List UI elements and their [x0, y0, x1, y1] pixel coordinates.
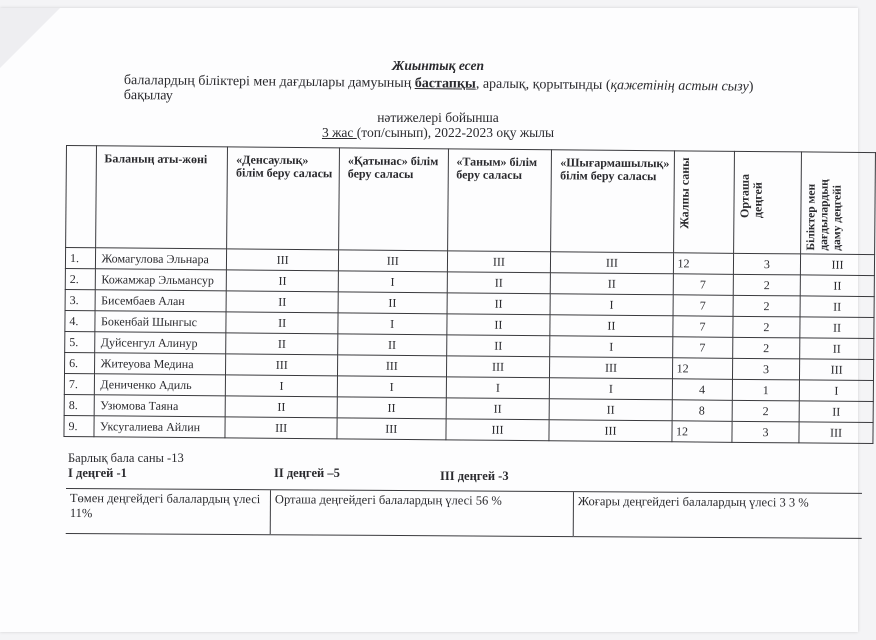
cell-creativity: III	[551, 252, 673, 274]
results-line: нәтижелері бойынша	[377, 110, 499, 125]
level-1-count: I деңгей -1	[68, 466, 127, 480]
cell-creativity: I	[550, 294, 672, 316]
cell-health: II	[226, 291, 338, 313]
cell-name: Дениченко Адиль	[94, 374, 226, 396]
col-header-cognition: «Таным» білім беру саласы	[447, 149, 552, 252]
cell-level: III	[801, 254, 875, 276]
cell-average: 3	[732, 358, 800, 380]
cell-average: 3	[732, 421, 800, 443]
cell-communication: II	[338, 292, 447, 314]
cell-name: Уксугалиева Айлин	[94, 416, 226, 438]
cell-num: 7.	[64, 373, 94, 394]
cell-cognition: II	[446, 314, 550, 336]
cell-cognition: III	[446, 356, 550, 378]
cell-cognition: II	[446, 398, 550, 420]
cell-communication: I	[338, 313, 447, 335]
cell-cognition: III	[445, 419, 549, 441]
cell-average: 2	[732, 337, 800, 359]
cell-name: Узюмова Таяна	[94, 395, 226, 417]
col-header-skills-level	[801, 152, 876, 255]
cell-total: 8	[672, 400, 732, 422]
summary-medium: Орташа деңгейдегі балалардың үлесі 56 %	[270, 490, 573, 537]
cell-total: 12	[671, 421, 731, 443]
cell-communication: III	[338, 250, 447, 272]
subtitle-text-3: )	[748, 79, 754, 95]
cell-creativity: II	[550, 399, 672, 421]
col-header-communication: «Қатынас» білім беру саласы	[339, 148, 448, 251]
cell-level: III	[800, 359, 874, 381]
cell-creativity: III	[550, 357, 672, 379]
cell-creativity: II	[550, 315, 672, 337]
cell-level: II	[800, 296, 874, 318]
cell-level: II	[800, 275, 874, 297]
cell-name: Бокенбай Шынгыс	[94, 311, 226, 333]
level-counts	[68, 466, 628, 482]
cell-communication: III	[337, 418, 446, 440]
level-2-count: II деңгей –5	[274, 466, 340, 480]
cell-num: 5.	[65, 331, 95, 352]
col-header-num	[66, 146, 96, 248]
cell-creativity: III	[549, 420, 671, 442]
subtitle-text-2: , аралық, қорытынды (	[475, 76, 611, 94]
cell-average: 2	[733, 316, 801, 338]
cell-num: 3.	[65, 289, 95, 310]
cell-creativity: I	[550, 378, 672, 400]
cell-total: 4	[672, 379, 732, 401]
cell-cognition: II	[447, 272, 551, 294]
summary-table	[66, 488, 862, 539]
cell-health: III	[226, 354, 338, 376]
cell-name: Житеуова Медина	[94, 353, 226, 375]
cell-num: 9.	[64, 415, 94, 436]
cell-average: 1	[732, 379, 800, 401]
col-header-total	[673, 151, 734, 254]
cell-total: 7	[673, 274, 733, 296]
cell-health: II	[225, 396, 337, 418]
col-header-name: Баланың аты-жөні	[95, 146, 228, 249]
cell-name: Жомагулова Эльнара	[95, 248, 227, 270]
cell-health: II	[227, 270, 339, 292]
cell-health: II	[226, 312, 338, 334]
document-title: Жиынтық есеп	[392, 58, 484, 73]
cell-cognition: II	[447, 293, 551, 315]
cell-name: Дуйсенгул Алинур	[94, 332, 226, 354]
cell-communication: III	[337, 355, 446, 377]
cell-name: Кожамжар Эльмансур	[95, 269, 227, 291]
cell-health: III	[227, 249, 339, 271]
cell-num: 4.	[65, 310, 95, 331]
level-3-count: III деңгей -3	[440, 469, 509, 483]
subtitle-note: қажетінің астын сызу	[610, 78, 749, 95]
cell-health: II	[226, 333, 338, 355]
cell-level: II	[799, 401, 873, 423]
cell-total: 7	[673, 295, 733, 317]
cell-health: I	[226, 375, 338, 397]
cell-cognition: I	[446, 377, 550, 399]
cell-total: 12	[673, 253, 733, 275]
col-header-health: «Денсаулық» білім беру саласы	[227, 147, 340, 250]
cell-cognition: II	[446, 335, 550, 357]
group-year: (топ/сынып), 2022-2023 оқу жылы	[356, 125, 555, 140]
col-header-total-text: Жалпы саны	[676, 157, 692, 229]
results-heading	[0, 110, 876, 140]
subtitle-line-2: бақылау	[123, 87, 173, 104]
col-header-average-text: Орташа деңгей	[737, 173, 765, 219]
cell-level: I	[799, 380, 873, 402]
cell-creativity: I	[550, 336, 672, 358]
cell-average: 2	[733, 274, 801, 296]
cell-name: Бисембаев Алан	[95, 290, 227, 312]
cell-num: 6.	[65, 352, 95, 373]
cell-average: 2	[733, 295, 801, 317]
cell-creativity: II	[551, 273, 673, 295]
group-line	[0, 125, 876, 140]
total-children: Барлық бала саны -13	[68, 451, 184, 465]
cell-level: III	[799, 422, 873, 444]
cell-average: 2	[732, 400, 800, 422]
cell-num: 8.	[64, 394, 94, 415]
assessment-table	[63, 145, 876, 444]
cell-communication: I	[337, 376, 446, 398]
subtitle-text: балалардың біліктері мен дағдылары дамуының	[123, 73, 415, 92]
group-age: 3 жас	[321, 125, 357, 140]
cell-total: 7	[672, 316, 732, 338]
cell-average: 3	[733, 253, 801, 275]
col-header-skills-level-text: Біліктер мен дағдылардың даму деңгейі	[805, 179, 844, 251]
cell-num: 1.	[65, 248, 95, 269]
summary-high: Жоғары деңгейдегі балалардың үлесі 3 3 %	[573, 492, 862, 539]
summary-low: Төмен деңгейдегі балалардың үлесі 11%	[66, 489, 271, 535]
cell-level: II	[800, 338, 874, 360]
cell-num: 2.	[65, 268, 95, 289]
cell-level: II	[800, 317, 874, 339]
cell-communication: II	[337, 397, 446, 419]
cell-cognition: III	[447, 251, 551, 273]
col-header-creativity: «Шығармашылық» білім беру саласы	[551, 150, 674, 253]
cell-total: 7	[672, 337, 732, 359]
subtitle-selected-stage: бастапқы	[414, 76, 476, 92]
col-header-average	[733, 151, 801, 254]
cell-total: 12	[672, 358, 732, 380]
cell-communication: I	[338, 271, 447, 293]
cell-communication: II	[338, 334, 447, 356]
cell-health: III	[225, 417, 337, 439]
